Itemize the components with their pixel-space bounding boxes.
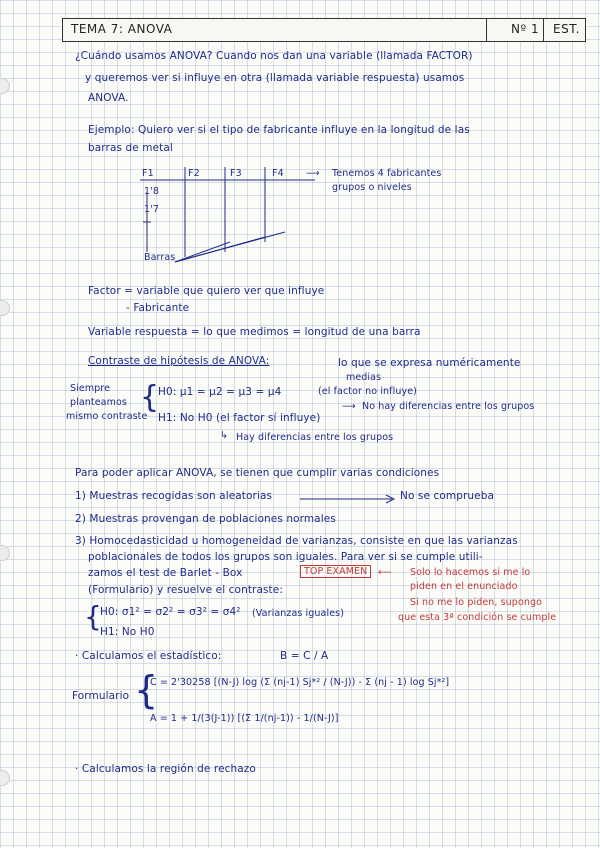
example-note: grupos o niveles — [332, 182, 412, 193]
condition-3: poblacionales de todos los grupos son iguales. Para ver si se cumple utili- — [88, 551, 483, 563]
page-number: Nº 1 — [511, 22, 540, 36]
condition-3: zamos el test de Barlet - Box — [88, 567, 243, 579]
formulario-label: Formulario — [72, 690, 130, 702]
intro-line: y queremos ver si influye en otra (llamada variable respuesta) usamos — [85, 72, 465, 84]
h1-arrow-note: Hay diferencias entre los grupos — [236, 432, 394, 443]
arrow-icon: ↳ — [220, 430, 229, 441]
h1-line: H1: No H0 (el factor sí influye) — [158, 412, 321, 424]
exam-note: que esta 3ª condición se cumple — [398, 612, 557, 623]
value-label: 1'7 — [144, 204, 159, 215]
example-line: barras de metal — [88, 142, 173, 154]
binder-hole — [0, 300, 10, 316]
h0-note: (el factor no influye) — [318, 386, 417, 397]
barlett-h0-note: (Varianzas iguales) — [252, 608, 345, 619]
condition-1: 1) Muestras recogidas son aleatorias — [75, 490, 273, 502]
page-header — [62, 18, 586, 42]
c-formula: C = 2'30258 [(N-J) log (Σ (nj-1) Sj*² / (N-J)) - Σ (nj - 1) log Sj*²] — [150, 677, 450, 688]
side-note: mismo contraste — [66, 411, 148, 422]
condition-3: 3) Homocedasticidad u homogeneidad de varianzas, consiste en que las varianzas — [75, 535, 518, 547]
contraste-title: Contraste de hipótesis de ANOVA: — [88, 355, 270, 367]
brace-icon: { — [84, 600, 102, 633]
barlett-h0: H0: σ1² = σ2² = σ3² = σ4² — [100, 606, 241, 618]
arrow-icon: ⟶ — [342, 401, 356, 412]
barlett-h1: H1: No H0 — [100, 626, 155, 638]
binder-hole — [0, 545, 10, 561]
example-line: Ejemplo: Quiero ver si el tipo de fabricante influye en la longitud de las — [88, 124, 470, 136]
response-line: Variable respuesta = lo que medimos = longitud de una barra — [88, 326, 421, 338]
side-note: Siempre — [70, 383, 111, 394]
exam-note: piden en el enunciado — [410, 581, 518, 592]
h0-arrow-note: No hay diferencias entre los grupos — [362, 401, 535, 412]
calc-line: · Calculamos el estadístico: — [75, 650, 222, 662]
intro-line: ANOVA. — [88, 92, 129, 104]
contraste-desc: lo que se expresa numéricamente — [338, 357, 521, 369]
medias-note: medias — [346, 372, 382, 383]
page-title: TEMA 7: ANOVA — [71, 22, 173, 36]
conditions-intro: Para poder aplicar ANOVA, se tienen que cumplir varias condiciones — [75, 467, 440, 479]
header-est: EST. — [553, 22, 580, 36]
example-note: Tenemos 4 fabricantes — [332, 168, 442, 179]
intro-line: ¿Cuándo usamos ANOVA? Cuando nos dan una variable (llamada FACTOR) — [75, 50, 473, 62]
value-label: 1'8 — [144, 186, 159, 197]
header-divider — [543, 19, 544, 41]
side-note: planteamos — [70, 397, 127, 408]
factor-line: - Fabricante — [126, 302, 190, 314]
brace-icon: { — [134, 668, 159, 712]
header-divider — [486, 19, 487, 41]
factor-line: Factor = variable que quiero ver que influye — [88, 285, 325, 297]
exam-note: Solo lo hacemos si me lo — [410, 567, 531, 578]
h0-line: H0: μ1 = μ2 = μ3 = μ4 — [158, 386, 282, 398]
binder-hole — [0, 78, 10, 94]
arrow-icon: ⟶ — [306, 168, 320, 179]
exam-note: Si no me lo piden, supongo — [410, 597, 543, 608]
condition-3: (Formulario) y resuelve el contraste: — [88, 584, 283, 596]
condition-2: 2) Muestras provengan de poblaciones normales — [75, 513, 336, 525]
arrow-icon: ⟵ — [378, 567, 392, 578]
brace-icon: { — [140, 380, 160, 415]
arrow-icon — [300, 494, 400, 504]
condition-1-note: No se comprueba — [400, 490, 495, 502]
barras-label: Barras — [144, 252, 176, 263]
a-formula: A = 1 + 1/(3(J-1)) [(Σ 1/(nj-1)) - 1/(N-J)] — [150, 713, 339, 724]
group-label: F1 — [142, 168, 154, 179]
statistic: B = C / A — [280, 650, 329, 662]
group-label: F2 — [188, 168, 200, 179]
group-label: F4 — [272, 168, 284, 179]
group-label: F3 — [230, 168, 242, 179]
binder-hole — [0, 770, 10, 786]
top-exam-badge: TOP EXAMEN — [300, 565, 371, 578]
rechazo-line: · Calculamos la región de rechazo — [75, 763, 256, 775]
